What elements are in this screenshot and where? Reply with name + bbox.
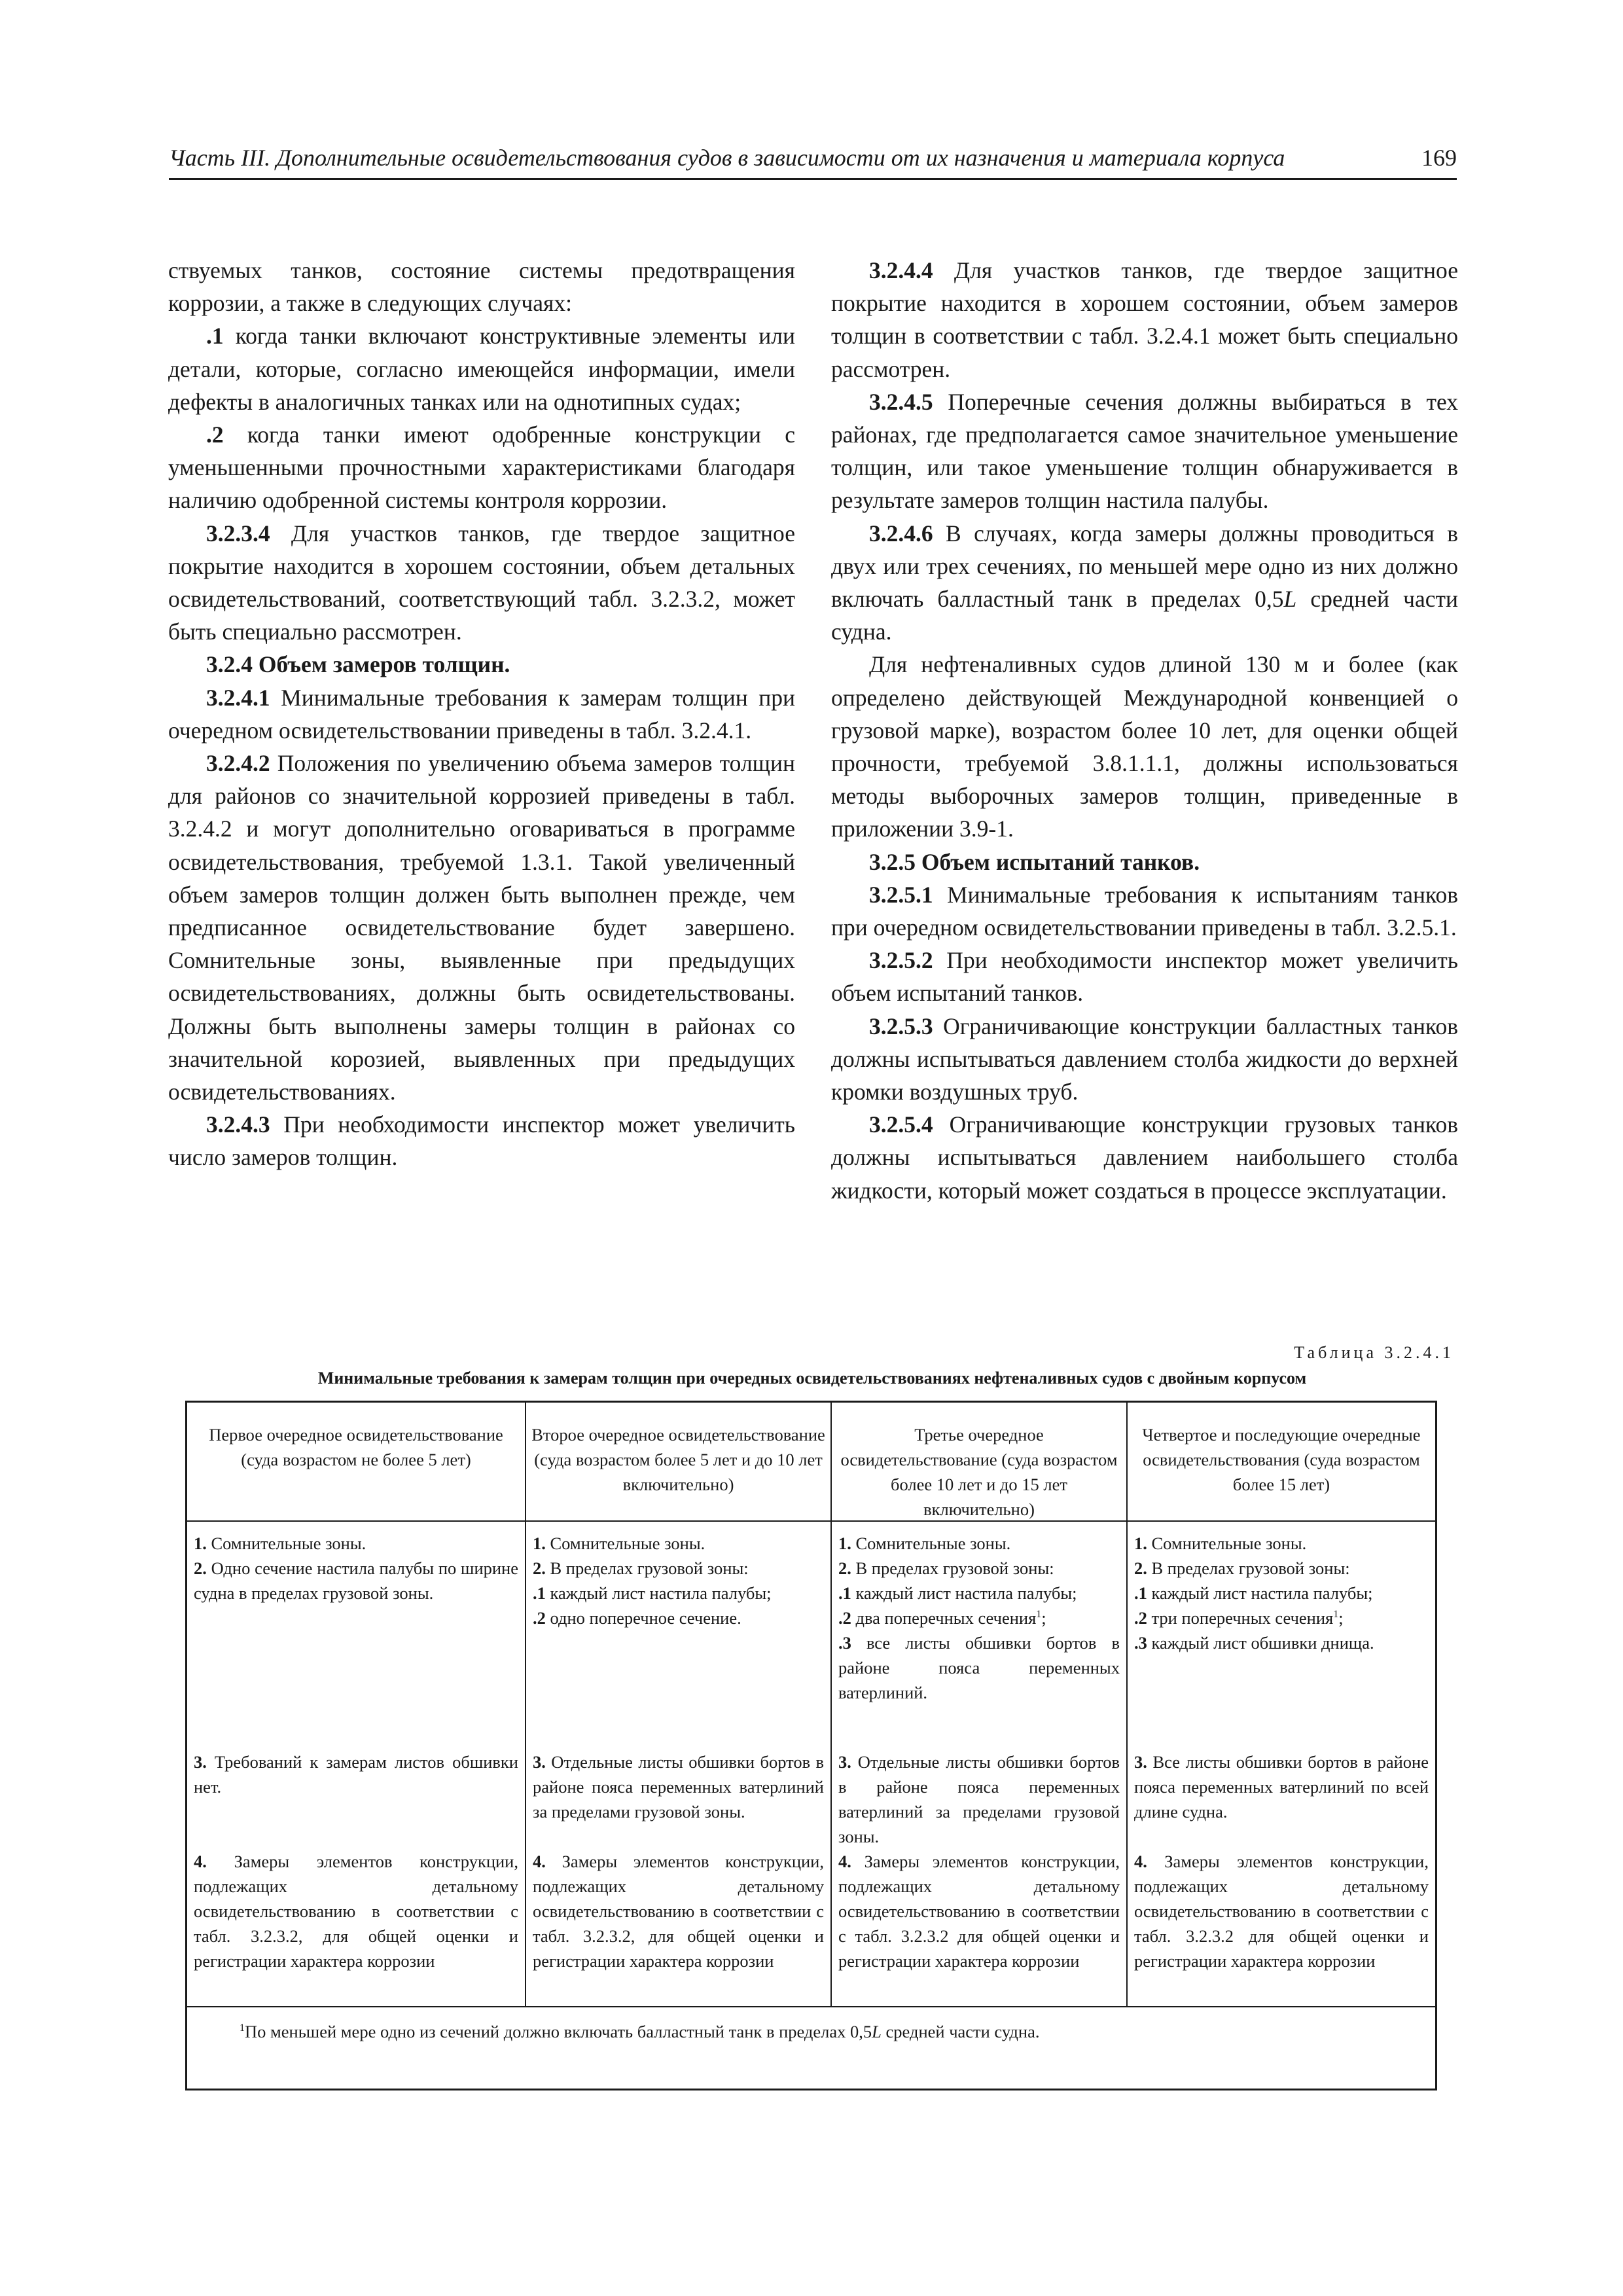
- table-cell: 4. Замеры элементов конструкции, подлежащих детальному освидетельствованию в соответствии с табл. 3.2.3.2 для общей оценки и регистрации характера коррозии: [1134, 1852, 1429, 1971]
- table-cell: 4. Замеры элементов конструкции, подлежащих детальному освидетельствованию в соответствии с табл. 3.2.3.2, для общей оценки и регистрации характера коррозии: [194, 1852, 518, 1971]
- table-cell: 3. Требований к замерам листов обшивки нет.: [194, 1752, 518, 1797]
- right-column: [831, 254, 1458, 1207]
- table-cell: 4. Замеры элементов конструкции, подлежащих детальному освидетельствованию в соответствии с табл. 3.2.3.2 для общей оценки и регистрации характера коррозии: [838, 1852, 1120, 1971]
- paragraph: .2 когда танки имеют одобренные конструкции с уменьшенными прочностными характеристиками благодаря наличию одобренной системы контроля коррозии.: [168, 422, 795, 514]
- paragraph: 3.2.5.4 Ограничивающие конструкции грузовых танков должны испытываться давлением наибольшего столба жидкости, который может создаться в процессе эксплуатации.: [831, 1111, 1458, 1204]
- table-title: Минимальные требования к замерам толщин при очередных освидетельствованиях нефтеналивных судов с двойным корпусом: [317, 1369, 1307, 1388]
- table-number: Таблица 3.2.4.1: [1294, 1343, 1454, 1362]
- page-number: 169: [1421, 145, 1457, 171]
- table-cell: 1. Сомнительные зоны. 2. В пределах грузовой зоны: .1 каждый лист настила палубы; .2 одно поперечное сечение.: [533, 1534, 772, 1628]
- paragraph: 3.2.4.6 В случаях, когда замеры должны проводиться в двух или трех сечениях, по меньшей мере одно из них должно включать балластный танк в пределах 0,5L средней части судна.: [831, 520, 1459, 645]
- column-header: Второе очередное освидетельствование (суда возрастом более 5 лет и до 10 лет включительно): [531, 1425, 825, 1494]
- table-cell: 4. Замеры элементов конструкции, подлежащих детальному освидетельствованию в соответствии с табл. 3.2.3.2, для общей оценки и регистрации характера коррозии: [533, 1852, 824, 1971]
- table-cell: 1. Сомнительные зоны. 2. В пределах грузовой зоны: .1 каждый лист настила палубы; .2 два поперечных сечения$^1$; .3 все листы обшивки бортов в районе пояса переменных ватерлиний.: [838, 1534, 1120, 1702]
- paragraph: 3.2.5.3 Ограничивающие конструкции балластных танков должны испытываться давлением столба жидкости до верхней кромки воздушных труб.: [831, 1013, 1458, 1105]
- paragraph: 3.2.4.3 При необходимости инспектор может увеличить число замеров толщин.: [168, 1111, 795, 1171]
- header-title: Часть III. Дополнительные освидетельствования судов в зависимости от их назначения и материала корпуса: [169, 145, 1285, 171]
- paragraph: ствуемых танков, состояние системы предотвращения коррозии, а также в следующих случаях:: [168, 257, 795, 317]
- table-divider: [187, 1520, 1435, 1522]
- paragraph: 3.2.5.2 При необходимости инспектор может увеличить объем испытаний танков.: [831, 947, 1458, 1007]
- section-heading: 3.2.4 Объем замеров толщин.: [206, 651, 510, 678]
- running-header: [169, 139, 1457, 180]
- table-cell: 3. Отдельные листы обшивки бортов в районе пояса переменных ватерлиний за пределами грузовой зоны.: [838, 1752, 1120, 1846]
- table-footnote: $^1$По меньшей мере одно из сечений должно включать балластный танк в пределах 0,5L средней части судна.: [240, 2022, 1040, 2041]
- paragraph: 3.2.3.4 Для участков танков, где твердое защитное покрытие находится в хорошем состоянии, объем детальных освидетельствований, соответствующий табл. 3.2.3.2, может быть специально рассмотрен.: [168, 520, 795, 645]
- paragraph: .1 когда танки включают конструктивные элементы или детали, которые, согласно имеющейся информации, имели дефекты в аналогичных танках или на однотипных судах;: [168, 323, 795, 415]
- paragraph: 3.2.4.1 Минимальные требования к замерам толщин при очередном освидетельствовании приведены в табл. 3.2.4.1.: [168, 684, 795, 744]
- table-divider: [187, 2006, 1435, 2007]
- table-cell: 1. Сомнительные зоны. 2. В пределах грузовой зоны: .1 каждый лист настила палубы; .2 три поперечных сечения$^1$; .3 каждый лист обшивки днища.: [1134, 1534, 1374, 1653]
- paragraph: 3.2.5.1 Минимальные требования к испытаниям танков при очередном освидетельствовании приведены в табл. 3.2.5.1.: [831, 881, 1458, 941]
- column-header: Третье очередное освидетельствование (суда возрастом более 10 лет и до 15 лет включительно): [840, 1425, 1118, 1519]
- paragraph: Для нефтеналивных судов длиной 130 м и более (как определено действующей Международной конвенцией о грузовой марке), возрастом более 10 лет, для оценки общей прочности, требуемой 3.8.1.1.1, должны использоваться методы выборочных замеров толщин, приведенные в приложении 3.9-1.: [831, 651, 1458, 842]
- table-cell: 1. Сомнительные зоны. 2. Одно сечение настила палубы по ширине судна в пределах грузовой зоны.: [194, 1534, 518, 1603]
- table-cell: 3. Отдельные листы обшивки бортов в районе пояса переменных ватерлиний за пределами грузовой зоны.: [533, 1752, 824, 1821]
- column-header: Первое очередное освидетельствование (суда возрастом не более 5 лет): [209, 1425, 503, 1469]
- left-column: [168, 254, 795, 1174]
- requirements-table: [185, 1401, 1437, 2090]
- section-heading: 3.2.5 Объем испытаний танков.: [869, 848, 1200, 875]
- column-header: Четвертое и последующие очередные освидетельствования (суда возрастом более 15 лет): [1142, 1425, 1421, 1494]
- table-cell: 3. Все листы обшивки бортов в районе пояса переменных ватерлиний по всей длине судна.: [1134, 1752, 1429, 1821]
- paragraph: 3.2.4.2 Положения по увеличению объема замеров толщин для районов со значительной коррозией приведены в табл. 3.2.4.2 и могут дополнительно оговариваться в программе освидетельствования, требуемой 1.3.1. Такой увеличенный объем замеров толщин должен быть выполнен прежде, чем предписанное освидетельствование будет завершено. Сомнительные зоны, выявленные при предыдущих освидетельствованиях, должны быть освидетельствованы. Должны быть выполнены замеры толщин в районах со значительной корозией, выявленных при предыдущих освидетельствованиях.: [168, 750, 795, 1105]
- paragraph: 3.2.4.5 Поперечные сечения должны выбираться в тех районах, где предполагается самое значительное уменьшение толщин, или такое уменьшение толщин обнаруживается в результате замеров толщин настила палубы.: [831, 388, 1458, 514]
- paragraph: 3.2.4.4 Для участков танков, где твердое защитное покрытие находится в хорошем состоянии, объем замеров толщин в соответствии с табл. 3.2.4.1 может быть специально рассмотрен.: [831, 257, 1458, 382]
